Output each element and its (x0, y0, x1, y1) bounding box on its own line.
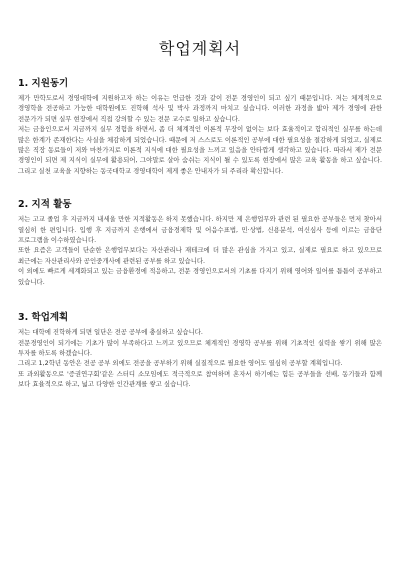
paragraph: 그리고 1,2학년 동안은 전공 공부 외에도 전공을 공부하기 위해 실질적으로 필요한 영어도 열심히 공부할 계획입니다. (18, 359, 343, 368)
section-heading: 3. 학업계획 (18, 312, 69, 324)
section-motivation (18, 75, 382, 176)
section-spacer (18, 176, 382, 196)
document-title: 학업계획서 (158, 39, 242, 58)
section-heading: 2. 지적 활동 (18, 199, 72, 211)
section-intellectual-activity (18, 196, 382, 287)
paragraph: 저는 대학에 진학하게 되면 일단은 전공 공부에 충실하고 싶습니다. (18, 328, 203, 337)
paragraph: 이 외에도 빠르게 세계화되고 있는 금융환경에 적응하고, 전문 경영인으로서의 기초를 다지기 위해 영어와 일어를 틈틈이 공부하고 있습니다. (18, 267, 382, 286)
paragraph: 또한 요즘은 고객들이 단순한 은행업무보다는 자산관리나 재테크에 더 많은 관심을 가지고 있고, 실제로 필요로 하고 있으므로 최근에는 자산관리사와 공인중개사에 관련된 공부를 하고 있습니다. (18, 246, 382, 265)
paragraph: 전문경영인이 되기에는 기초가 많이 부족하다고 느끼고 있으므로 체계적인 경영학 공부를 위해 기초적인 실력을 쌓기 위해 많은 투자를 하도록 하겠습니다. (18, 338, 382, 357)
section-study-plan (18, 309, 382, 389)
paragraph: 제가 만학도로서 경영대학에 지원하고자 하는 이유는 언급한 것과 같이 전문 경영인이 되고 싶기 때문입니다. 저는 체계적으로 경영학을 전공하고 가능한 대학원에도 진학해 석사 및 박사 과정까지 마치고 싶습니다. 이러한 과정을 밟아 제가 경영에 관한 전문가가 되면 실무 현장에서 직접 강의할 수 있는 전문 교수로 일하고 싶습니다. (18, 94, 382, 123)
section-spacer (18, 287, 382, 309)
section-heading: 1. 지원동기 (18, 78, 69, 89)
paragraph: 저는 고교 졸업 후 지금까지 내세울 만한 지적활동은 하지 못했습니다. 하지만 제 은행업무와 관련 된 필요한 공부들은 먼저 찾아서 열심히 한 편입니다. 입행 후 지금까지 은행에서 금융경제학 및 어음수표법, 민·상법, 신용분석, 여신심사 등에 이르는 금융단 프로그램을 이수하였습니다. (18, 215, 382, 245)
paragraph: 저는 금융인으로서 지금까지 실무 경험을 하면서, 좀 더 체계적인 이론적 무장이 없이는 보다 효율적이고 합리적인 실무를 하는데 많은 한계가 존재한다는 사실을 체감하게 되었습니다. 때문에 저 스스로도 이론적인 공부에 대한 필요성을 절감하게 되었고, 실제로 많은 직장 동료들이 저와 마찬가지로 이론적 지식에 대한 필요성을 느끼고 있음을 안타깝게 생각하고 있습니다. 따라서 제가 전문 경영인이 되면 제 지식이 실무에 활용되어, 그야말로 살아 숨쉬는 지식이 될 수 있도록 현장에서 많은 교육 활동을 하고 싶습니다. 그리고 실천 교육을 지향하는 동국대학교 경영대학이 제게 좋은 안내자가 되 주리라 확신합니다. (18, 125, 382, 175)
paragraph: 또 과외활동으로 '증권연구회'같은 스터디 소모임에도 적극적으로 참여하며 혼자서 하기에는 힘든 공부들을 선배, 동기들과 함께 보다 효율적으로 하고, 넓고 다양한 인간관계를 쌓고 싶습니다. (18, 369, 382, 389)
